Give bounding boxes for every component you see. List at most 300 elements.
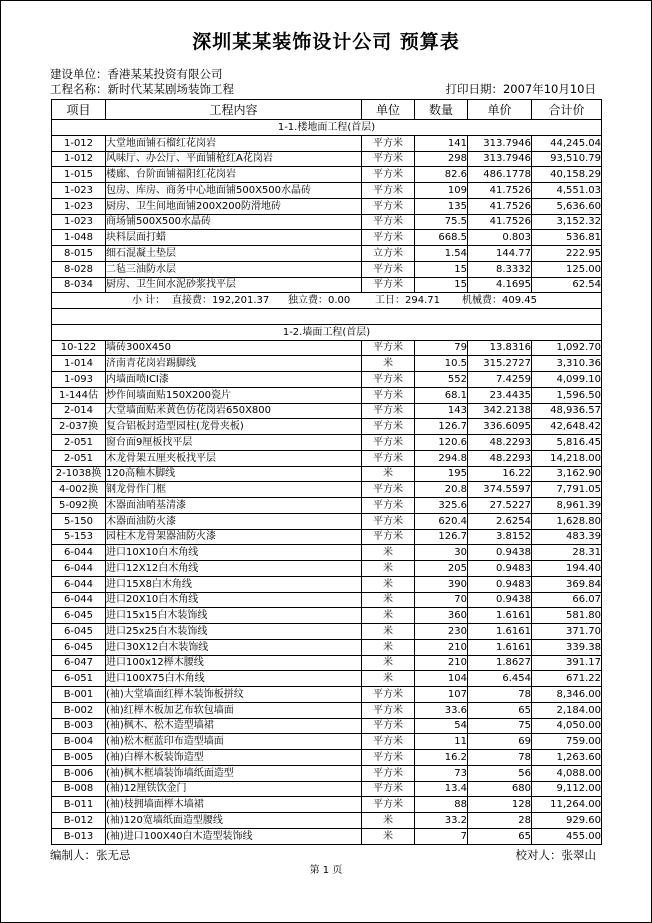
item-total: 1,628.80 [532,513,602,529]
item-unit-price: 48.2293 [468,450,532,466]
item-content: 墙砖300X450 [106,340,362,356]
table-row [52,340,602,356]
item-unit-price: 27.5227 [468,498,532,514]
item-unit-price: 78 [468,750,532,766]
checker-line [516,848,597,862]
item-code: 6-044 [52,592,106,608]
subtotal-item-value: 294.71 [405,295,440,307]
item-content: 楼廊、台阶面铺福阳红花岗岩 [106,167,362,183]
preparer-label: 编制人： [50,848,96,862]
item-total: 3,162.90 [532,466,602,482]
item-code: B-011 [52,797,106,813]
checker-label: 校对人： [515,848,562,862]
table-row [52,813,602,829]
item-content: 进口20X10白木角线 [106,592,362,608]
item-code: 6-044 [52,545,106,561]
item-content: 进口10X10白木角线 [106,545,362,561]
table-row [52,167,602,183]
item-total: 14,218.00 [532,450,602,466]
subtotal-item [288,294,350,307]
item-content: 进口30X12白木装饰线 [106,639,362,655]
table-row [52,277,602,293]
section-title: 1-2.墙面工程(首层) [52,324,602,340]
budget-table-body [52,120,602,845]
item-content: 窗台面9厘板找平层 [106,435,362,451]
item-quantity: 33.6 [415,702,468,718]
item-total: 371.70 [532,624,602,640]
subtotal-item [172,294,269,307]
item-unit: 平方米 [362,702,415,718]
item-quantity: 70 [415,592,468,608]
item-code: B-008 [52,781,106,797]
item-total: 1,092.70 [532,340,602,356]
item-total: 581.80 [532,608,602,624]
section-title-row [52,324,602,340]
item-code: B-013 [52,828,106,844]
item-unit-price: 4.1695 [468,277,532,293]
item-total: 455.00 [532,828,602,844]
item-quantity: 88 [415,797,468,813]
item-unit: 米 [362,356,415,372]
item-unit: 米 [362,624,415,640]
table-row [52,135,602,151]
item-total: 671.22 [532,671,602,687]
item-total: 125.00 [532,261,602,277]
item-quantity: 7 [415,828,468,844]
item-unit: 平方米 [362,419,415,435]
item-unit-price: 69 [468,734,532,750]
item-unit: 平方米 [362,734,415,750]
item-code: 1-144估 [52,387,106,403]
item-total: 44,245.04 [532,135,602,151]
item-unit-price: 65 [468,702,532,718]
spacer-row [52,309,602,325]
item-unit-price: 0.9483 [468,576,532,592]
spacer-cell [52,309,602,325]
subtotal-item [375,294,440,307]
item-content: (袖)大堂墙面红榉木装饰板拼纹 [106,687,362,703]
item-content: 济南青花岗岩踢脚线 [106,356,362,372]
item-code: 1-023 [52,214,106,230]
item-quantity: 13.4 [415,781,468,797]
item-quantity: 294.8 [415,450,468,466]
item-unit: 平方米 [362,387,415,403]
item-unit-price: 315.2727 [468,356,532,372]
table-row [52,671,602,687]
item-content: 块料层面打蜡 [106,230,362,246]
item-unit: 平方米 [362,765,415,781]
item-quantity: 360 [415,608,468,624]
item-unit: 平方米 [362,183,415,199]
client-name: 香港某某投资有限公司 [107,67,223,81]
item-quantity: 10.5 [415,356,468,372]
item-content: 进口12X12白木角线 [106,561,362,577]
item-unit-price: 0.9438 [468,545,532,561]
item-unit-price: 0.803 [468,230,532,246]
item-unit-price: 41.7526 [468,183,532,199]
item-unit: 米 [362,592,415,608]
item-code: B-001 [52,687,106,703]
item-unit: 米 [362,561,415,577]
item-total: 5,636.60 [532,198,602,214]
item-quantity: 620.4 [415,513,468,529]
item-total: 391.17 [532,655,602,671]
col-header-unit-price: 单价 [468,100,532,120]
item-code: 2-014 [52,403,106,419]
item-unit: 平方米 [362,261,415,277]
item-content: 木龙骨架五厘夹板找平层 [106,450,362,466]
item-quantity: 390 [415,576,468,592]
item-unit: 平方米 [362,230,415,246]
item-content: 进口15X8白木角线 [106,576,362,592]
item-unit: 米 [362,466,415,482]
item-unit-price: 1.8627 [468,655,532,671]
table-row [52,183,602,199]
item-quantity: 230 [415,624,468,640]
item-code: 8-015 [52,246,106,262]
table-row [52,734,602,750]
item-code: 1-015 [52,167,106,183]
item-content: (袖)红榉木板加艺布软包墙面 [106,702,362,718]
item-content: (袖)枝拥墙面榉木墙裙 [106,797,362,813]
item-unit-price: 342.2138 [468,403,532,419]
print-date-line [445,82,596,96]
item-content: 厨房、卫生间水泥砂浆找平层 [106,277,362,293]
item-unit-price: 0.9438 [468,592,532,608]
item-code: B-002 [52,702,106,718]
item-quantity: 107 [415,687,468,703]
item-unit-price: 144.77 [468,246,532,262]
item-unit-price: 65 [468,828,532,844]
item-quantity: 1.54 [415,246,468,262]
item-total: 536.81 [532,230,602,246]
col-header-quantity: 数量 [415,100,468,120]
item-quantity: 143 [415,403,468,419]
item-unit-price: 56 [468,765,532,781]
item-code: 10-122 [52,340,106,356]
table-row [52,198,602,214]
item-total: 483.39 [532,529,602,545]
client-line [50,67,223,81]
item-quantity: 68.1 [415,387,468,403]
item-code: 1-012 [52,151,106,167]
item-unit-price: 41.7526 [468,214,532,230]
item-unit: 平方米 [362,198,415,214]
item-code: 6-044 [52,561,106,577]
table-row [52,781,602,797]
item-content: 进口100X75白木角线 [106,671,362,687]
preparer-line [50,848,131,862]
section-title-row [52,120,602,136]
item-code: 2-1038换 [52,466,106,482]
table-row [52,435,602,451]
item-content: 细石混凝土垫层 [106,246,362,262]
item-unit: 平方米 [362,450,415,466]
item-content: (袖)120宽墙纸面造型腰线 [106,813,362,829]
item-total: 222.95 [532,246,602,262]
table-row [52,403,602,419]
item-code: 1-014 [52,356,106,372]
page-number: 第 1 页 [309,865,343,876]
item-total: 4,551.03 [532,183,602,199]
item-quantity: 11 [415,734,468,750]
item-unit-price: 75 [468,718,532,734]
item-code: 6-051 [52,671,106,687]
item-unit: 平方米 [362,482,415,498]
table-row [52,482,602,498]
item-content: (袖)枫木框墙装饰墙纸面造型 [106,765,362,781]
item-content: 风味厅、办公厅、平面铺枪红A花岗岩 [106,151,362,167]
item-code: 1-023 [52,198,106,214]
item-unit-price: 28 [468,813,532,829]
item-unit: 米 [362,813,415,829]
table-row [52,450,602,466]
table-row [52,765,602,781]
item-content: 厨房、卫生间地面铺200X200防滑地砖 [106,198,362,214]
item-content: 复合铝板封造型园柱(龙骨夹板) [106,419,362,435]
item-unit: 平方米 [362,277,415,293]
item-content: 二毡三油防水层 [106,261,362,277]
item-content: 进口15x15白木装饰线 [106,608,362,624]
item-unit-price: 48.2293 [468,435,532,451]
item-unit: 立方米 [362,246,415,262]
col-header-unit: 单位 [362,100,415,120]
item-unit-price: 1.6161 [468,624,532,640]
item-quantity: 668.5 [415,230,468,246]
table-row [52,466,602,482]
table-row [52,561,602,577]
item-content: (袖)12厘铁饮金门 [106,781,362,797]
subtotal-item-label: 直接费： [172,295,212,307]
item-content: 园柱木龙骨架器油防火漆 [106,529,362,545]
item-quantity: 126.7 [415,419,468,435]
print-date: 2007年10月10日 [502,82,596,96]
table-row [52,592,602,608]
item-quantity: 210 [415,639,468,655]
item-code: 5-150 [52,513,106,529]
item-quantity: 16.2 [415,750,468,766]
checker-name: 张翠山 [561,848,596,862]
item-code: 6-045 [52,639,106,655]
item-unit: 米 [362,655,415,671]
item-total: 48,936.57 [532,403,602,419]
item-unit: 平方米 [362,435,415,451]
item-total: 1,263.60 [532,750,602,766]
item-content: (袖)松木框蓝印布造型墙面 [106,734,362,750]
item-total: 759.00 [532,734,602,750]
item-content: 进口100x12榉木腰线 [106,655,362,671]
item-unit: 平方米 [362,498,415,514]
item-total: 8,346.00 [532,687,602,703]
item-unit-price: 0.9483 [468,561,532,577]
table-row [52,387,602,403]
item-unit-price: 336.6095 [468,419,532,435]
subtotal-item-label: 独立费： [288,295,328,307]
subtotal-label: 小 计： [132,295,166,307]
subtotal-item-value: 409.45 [502,295,537,307]
item-code: B-006 [52,765,106,781]
budget-table [51,99,602,845]
item-unit: 米 [362,608,415,624]
item-unit: 平方米 [362,529,415,545]
item-quantity: 141 [415,135,468,151]
subtotal-item-label: 工日： [375,295,405,307]
item-total: 3,310.36 [532,356,602,372]
item-total: 11,264.00 [532,797,602,813]
col-header-code: 项目 [52,100,106,120]
item-unit: 平方米 [362,403,415,419]
item-quantity: 552 [415,372,468,388]
table-row [52,356,602,372]
table-row [52,576,602,592]
item-content: 商场铺500X500水晶砖 [106,214,362,230]
item-total: 1,596.50 [532,387,602,403]
project-line [50,82,234,96]
item-unit: 平方米 [362,151,415,167]
item-total: 40,158.29 [532,167,602,183]
item-unit-price: 13.8316 [468,340,532,356]
item-unit: 米 [362,639,415,655]
table-row [52,372,602,388]
item-code: B-003 [52,718,106,734]
item-quantity: 210 [415,655,468,671]
item-code: 8-034 [52,277,106,293]
table-row [52,828,602,844]
print-date-label: 打印日期： [445,82,503,96]
item-unit-price: 128 [468,797,532,813]
item-content: 炒作间墙面贴150X200瓷片 [106,387,362,403]
item-unit-price: 313.7946 [468,135,532,151]
item-total: 2,184.00 [532,702,602,718]
item-quantity: 104 [415,671,468,687]
item-unit: 米 [362,828,415,844]
section-title: 1-1.楼地面工程(首层) [52,120,602,136]
item-code: 6-044 [52,576,106,592]
item-content: 120高釉木脚线 [106,466,362,482]
item-unit: 平方米 [362,797,415,813]
item-quantity: 20.8 [415,482,468,498]
table-row [52,214,602,230]
item-unit-price: 486.1778 [468,167,532,183]
item-unit: 米 [362,671,415,687]
item-content: 进口25x25白木装饰线 [106,624,362,640]
item-unit: 平方米 [362,781,415,797]
table-row [52,750,602,766]
table-row [52,624,602,640]
item-quantity: 75.5 [415,214,468,230]
item-content: 包房、库房、商务中心地面铺500X500水晶砖 [106,183,362,199]
item-unit: 平方米 [362,750,415,766]
item-total: 4,088.00 [532,765,602,781]
item-total: 66.07 [532,592,602,608]
item-unit: 平方米 [362,372,415,388]
item-quantity: 120.6 [415,435,468,451]
item-code: 6-045 [52,608,106,624]
item-code: 8-028 [52,261,106,277]
table-row [52,261,602,277]
item-unit-price: 23.4435 [468,387,532,403]
item-total: 28.31 [532,545,602,561]
item-unit: 平方米 [362,214,415,230]
item-unit: 平方米 [362,135,415,151]
item-total: 93,510.79 [532,151,602,167]
project-name: 新时代某某剧场装饰工程 [107,82,234,96]
item-total: 3,152.32 [532,214,602,230]
item-quantity: 33.2 [415,813,468,829]
item-code: B-004 [52,734,106,750]
document-title: 深圳某某装饰设计公司 预算表 [192,31,460,53]
subtotal-row [52,293,602,309]
item-code: B-012 [52,813,106,829]
item-content: (袖)进口100X40白木造型装饰线 [106,828,362,844]
item-quantity: 79 [415,340,468,356]
item-unit: 平方米 [362,687,415,703]
item-unit-price: 680 [468,781,532,797]
item-total: 4,050.00 [532,718,602,734]
item-total: 42,648.42 [532,419,602,435]
item-code: 1-093 [52,372,106,388]
table-row [52,498,602,514]
item-code: 6-047 [52,655,106,671]
item-unit-price: 313.7946 [468,151,532,167]
item-unit-price: 374.5597 [468,482,532,498]
item-content: 木器面油哨基清漆 [106,498,362,514]
subtotal-item-label: 机械费： [462,295,502,307]
item-total: 339.38 [532,639,602,655]
item-content: 大堂墙面贴米黄色仿花岗岩650X800 [106,403,362,419]
table-row [52,608,602,624]
table-row [52,246,602,262]
item-unit-price: 78 [468,687,532,703]
table-row [52,718,602,734]
item-quantity: 109 [415,183,468,199]
item-quantity: 195 [415,466,468,482]
client-label: 建设单位： [50,67,108,81]
item-quantity: 54 [415,718,468,734]
item-total: 9,112.00 [532,781,602,797]
item-quantity: 30 [415,545,468,561]
subtotal-item-value: 0.00 [328,295,351,307]
table-row [52,702,602,718]
preparer-name: 张无忌 [96,848,131,862]
item-code: 2-037换 [52,419,106,435]
item-content: 大堂地面铺石榴红花岗岩 [106,135,362,151]
item-quantity: 126.7 [415,529,468,545]
item-unit-price: 1.6161 [468,608,532,624]
item-code: B-005 [52,750,106,766]
subtotal-cell [52,293,602,309]
item-unit-price: 8.3332 [468,261,532,277]
table-header-row [52,100,602,120]
item-content: 钢龙骨作门框 [106,482,362,498]
item-unit-price: 6.454 [468,671,532,687]
col-header-content: 工程内容 [106,100,362,120]
item-quantity: 205 [415,561,468,577]
item-quantity: 73 [415,765,468,781]
table-row [52,655,602,671]
item-code: 4-002换 [52,482,106,498]
item-quantity: 82.6 [415,167,468,183]
item-total: 4,099.10 [532,372,602,388]
project-label: 工程名称： [50,82,108,96]
item-unit: 平方米 [362,340,415,356]
item-total: 369.84 [532,576,602,592]
item-quantity: 298 [415,151,468,167]
table-row [52,513,602,529]
item-unit: 平方米 [362,513,415,529]
item-total: 8,961.39 [532,498,602,514]
item-total: 929.60 [532,813,602,829]
